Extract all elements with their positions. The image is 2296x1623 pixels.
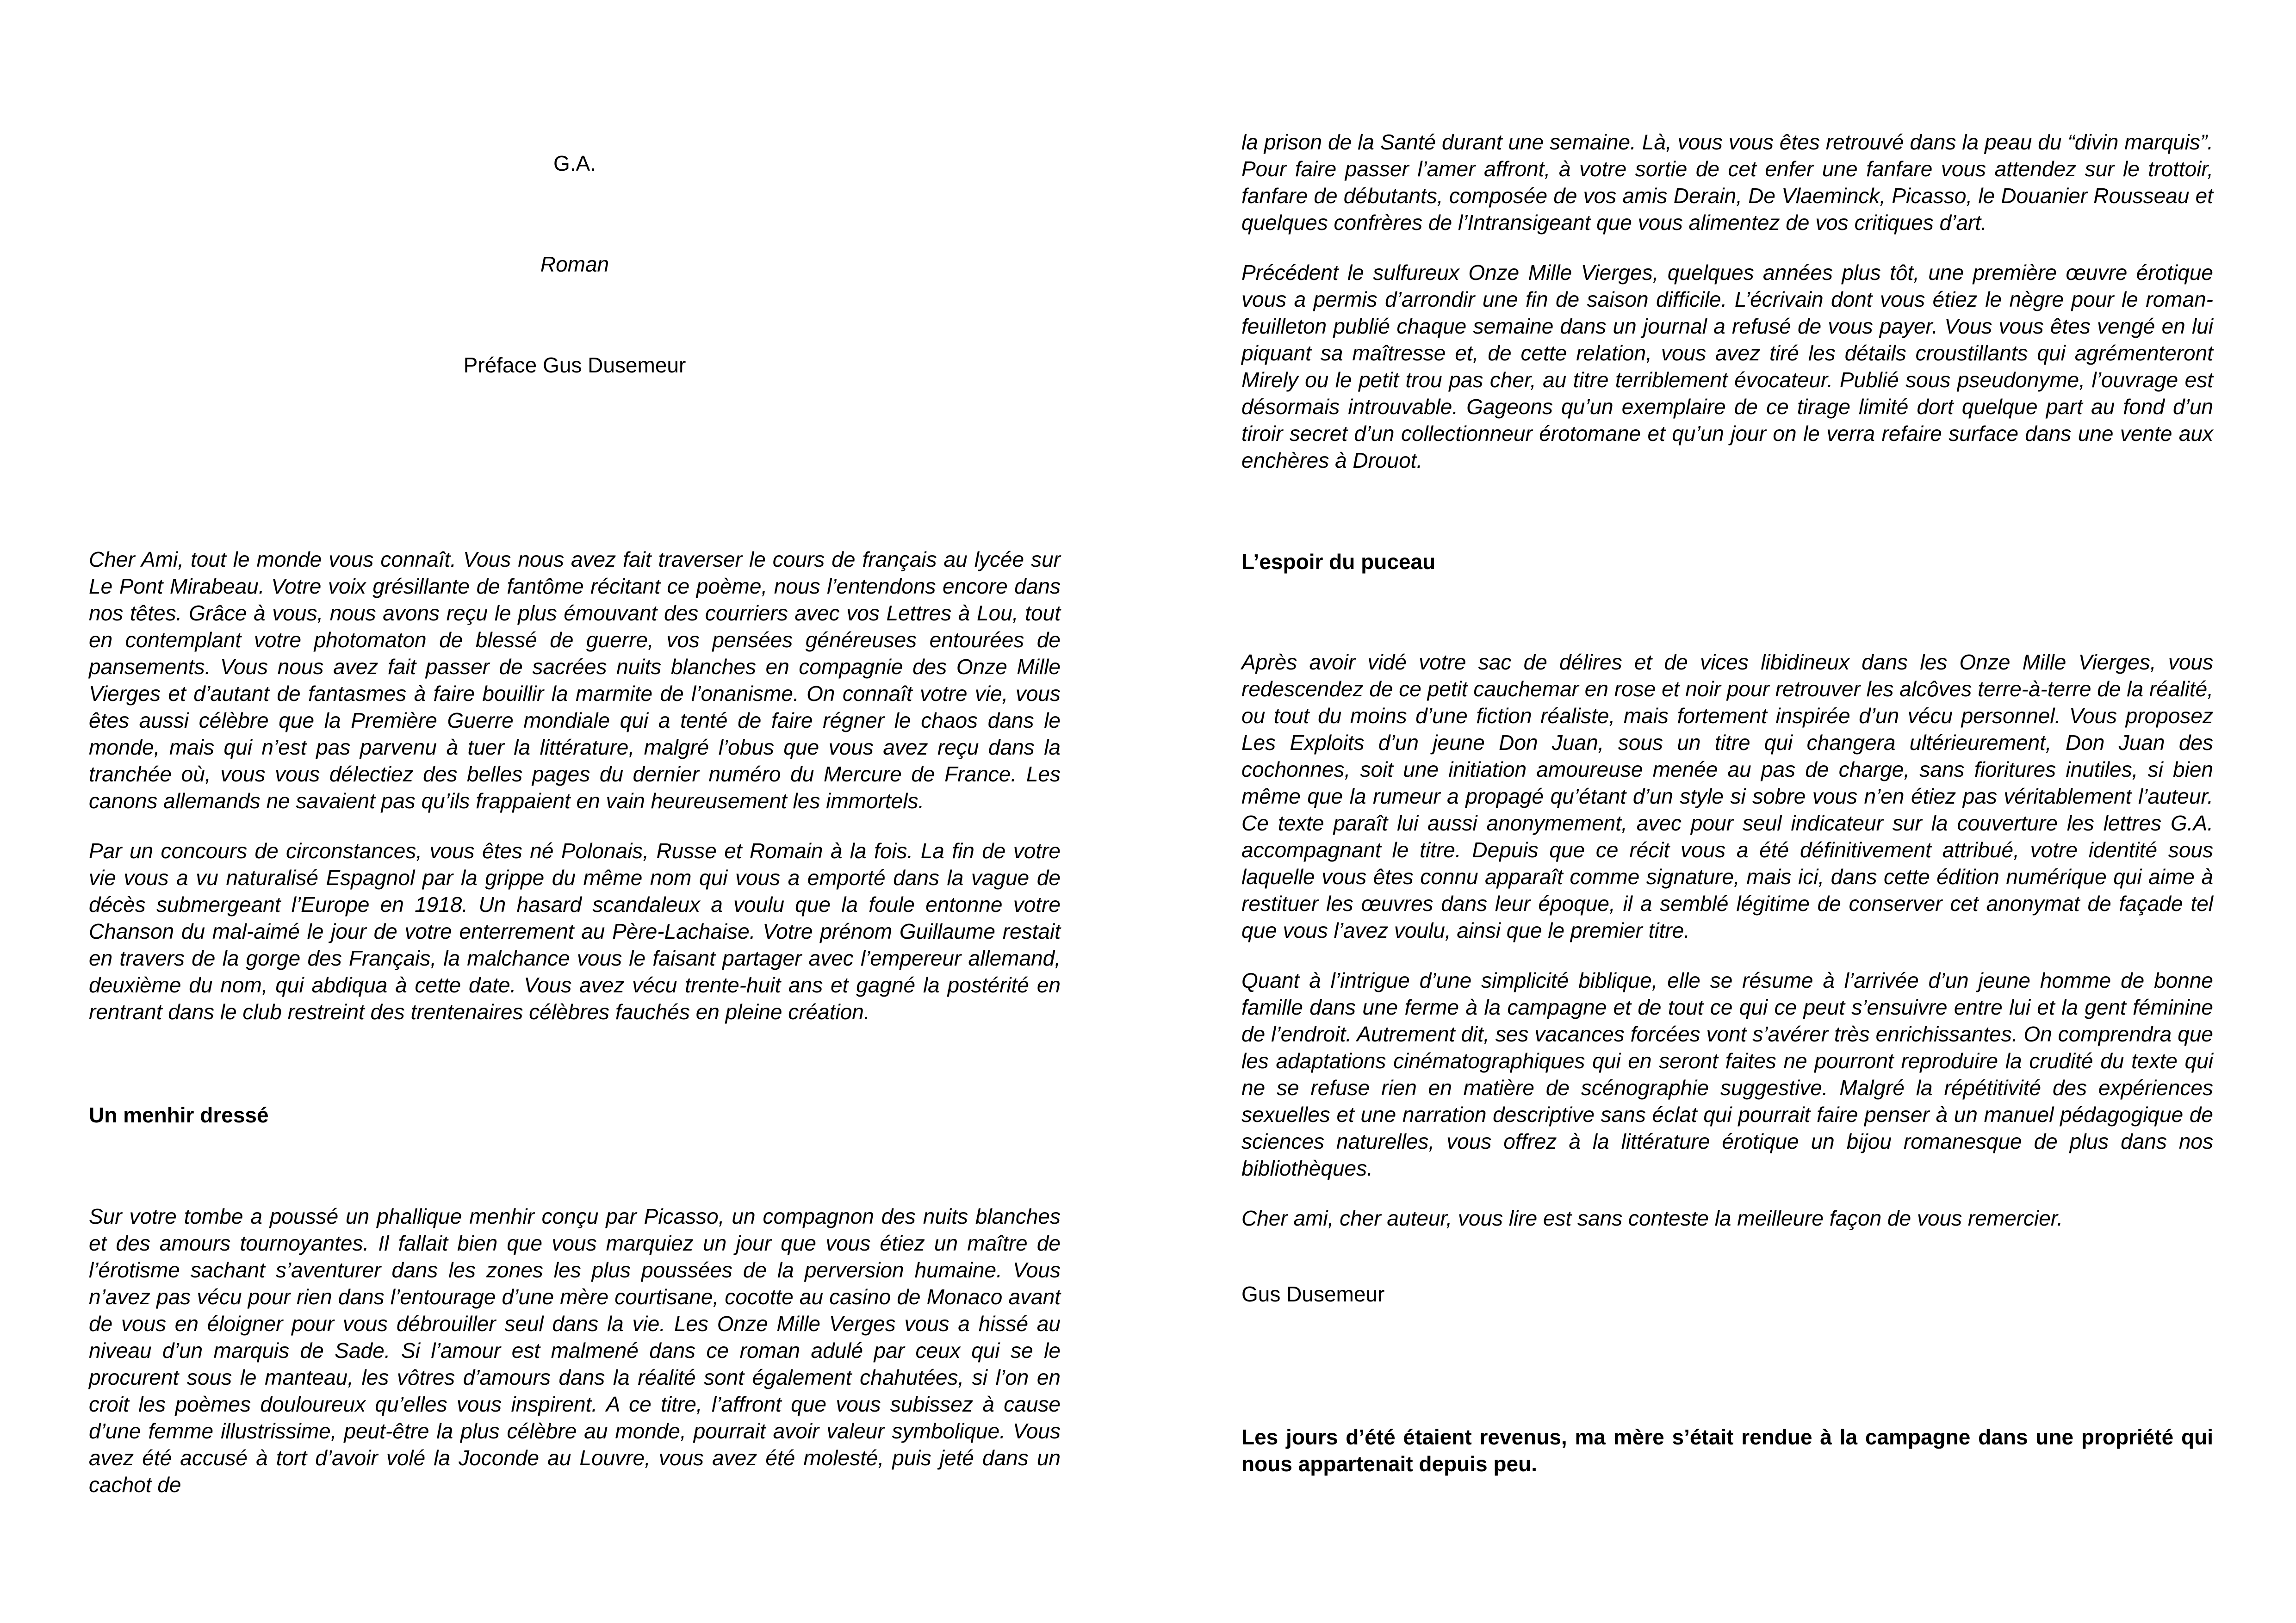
intro-paragraph-2: Par un concours de circonstances, vous êtes né Polonais, Russe et Romain à la fois. La fin de votre vie vous a vu naturalisé Espagnol par la grippe du même nom qui vous a emporté dans la vague de décès submergeant l’Europe en 1918. Un hasard scandaleux a voulu que la foule entonne votre Chanson du mal-aimé le jour de votre enterrement au Père-Lachaise. Votre prénom Guillaume restait en travers de la gorge des Français, la malchance vous le faisant partager avec l’empereur allemand, deuxième du nom, qui abdiqua à cette date. Vous avez vécu trente-huit ans et gagné la postérité en rentrant dans le club restreint des trentenaires célèbres fauchés en pleine création. [89,839,1061,1024]
intro-text [89,546,1061,1025]
puceau-paragraph-2: Quant à l’intrigue d’une simplicité biblique, elle se résume à l’arrivée d’un jeune homme de bonne famille dans une ferme à la campagne et de tout ce qui ce peut s’ensuivre entre lui et la gent féminine de l’endroit. Autrement dit, ses vacances forcées vont s’avérer très enrichissantes. On comprendra que les adaptations cinématographiques qui en seront faites ne pourront reproduire la crudité du texte qui ne se refuse rien en matière de scénographie suggestive. Malgré la répétitivité des expériences sexuelles et une narration descriptive sans éclat qui pourrait faire penser à un manuel pédagogique de sciences naturelles, vous offrez à la littérature érotique un bijou romanesque de plus dans nos bibliothèques. [1241,968,2213,1180]
section-heading-menhir: Un menhir dressé [89,1103,269,1127]
right-page [1241,0,2213,1623]
puceau-section-text [1241,649,2213,1232]
intro-paragraph-1: Cher Ami, tout le monde vous connaît. Vous nous avez fait traverser le cours de français au lycée sur Le Pont Mirabeau. Votre voix grésillante de fantôme récitant ce poème, nous l’entendons encore dans nos têtes. Grâce à vous, nous avons reçu le plus émouvant des courriers avec vos Lettres à Lou, tout en contemplant votre photomaton de blessé de guerre, vos pensées généreuses entourées de pansements. Vous nous avez fait passer de sacrées nuits blanches en compagnie des Onze Mille Vierges et d’autant de fantasmes à faire bouillir la marmite de l’onanisme. On connaît votre vie, vous êtes aussi célèbre que la Première Guerre mondiale qui a tenté de faire régner le chaos dans le monde, mais qui n’est pas parvenu à tuer la littérature, malgré l’obus que vous avez reçu dans la tranchée où, vous vous délectiez des belles pages du dernier numéro du Mercure de France. Les canons allemands ne savaient pas qu’ils frappaient en vain heureusement les immortels. [89,547,1061,813]
novel-opening-paragraph: Les jours d’été étaient revenus, ma mère s’était rendue à la campagne dans une propriété qui nous appartenait depuis peu. [1241,1425,2213,1476]
puceau-paragraph-1: Après avoir vidé votre sac de délires et de vices libidineux dans les Onze Mille Vierges, vous redescendez de ce petit cauchemar en rose et noir pour retrouver les alcôves terre-à-terre de la réalité, ou tout du moins d’une fiction réaliste, mais fortement inspirée d’un vécu personnel. Vous proposez Les Exploits d’un jeune Don Juan, sous un titre qui changera ultérieurement, Don Juan des cochonnes, soit une initiation amoureuse menée au pas de charge, sans fioritures inutiles, si bien même que la rumeur a propagé qu’étant d’un style si sobre vous n’en étiez pas véritablement l’auteur. Ce texte paraît lui aussi anonymement, avec pour seul indicateur sur la couverture les lettres G.A. accompagnant le titre. Depuis que ce récit vous a été définitivement attribué, votre identité sous laquelle vous êtes connu apparaît comme signature, mais ici, dans cette édition numérique qui aime à restituer les œuvres dans leur époque, il a semblé légitime de conserver cet anonymat de façade tel que vous l’avez voulu, ainsi que le premier titre. [1241,650,2213,942]
genre-label: Roman [540,252,609,276]
section-heading-puceau: L’espoir du puceau [1241,550,1436,574]
preface-label: Préface Gus Dusemeur [463,353,686,377]
author-initials: G.A. [553,151,596,175]
continued-text [1241,129,2213,474]
menhir-section-text [89,1203,1061,1498]
puceau-paragraph-3: Cher ami, cher auteur, vous lire est sans conteste la meilleure façon de vous remercier. [1241,1206,2063,1230]
left-page [89,0,1061,1623]
continued-paragraph-2: Précédent le sulfureux Onze Mille Vierges, quelques années plus tôt, une première œuvre érotique vous a permis d’arrondir une fin de saison difficile. L’écrivain dont vous étiez le nègre pour le roman-feuilleton publié chaque semaine dans un journal a refusé de vous payer. Vous vous êtes vengé en lui piquant sa maîtresse et, de cette relation, vous avez tiré les détails croustillants qui agrémenteront Mirely ou le petit trou pas cher, au titre terriblement évocateur. Publié sous pseudonyme, l’ouvrage est désormais introuvable. Gageons qu’un exemplaire de ce tirage limité dort quelque part au fond d’un tiroir secret d’un collectionneur érotomane et qu’un jour on le verra refaire surface dans une vente aux enchères à Drouot. [1241,260,2213,472]
menhir-paragraph: Sur votre tombe a poussé un phallique menhir conçu par Picasso, un compagnon des nuits blanches et des amours tournoyantes. Il fallait bien que vous marquiez un jour que vous étiez un maître de l’érotisme sachant s’aventurer dans les zones les plus poussées de la perversion humaine. Vous n’avez pas vécu pour rien dans l’entourage d’une mère courtisane, cocotte au casino de Monaco avant de vous en éloigner pour vous débrouiller seul dans la vie. Les Onze Mille Verges vous a hissé au niveau d’un marquis de Sade. Si l’amour est malmené dans ce roman adulé par ceux qui se le procurent sous le manteau, les vôtres d’amours dans la réalité sont également chahutées, si l’on en croit les poèmes douloureux qu’elles vous inspirent. A ce titre, l’affront que vous subissez à cause d’une femme illustrissime, peut-être la plus célèbre au monde, pourrait avoir valeur symbolique. Vous avez été accusé à tort d’avoir volé la Joconde au Louvre, vous avez été molesté, puis jeté dans un cachot de [89,1204,1061,1497]
preface-signature: Gus Dusemeur [1241,1282,1385,1306]
continued-paragraph-1: la prison de la Santé durant une semaine. Là, vous vous êtes retrouvé dans la peau du “divin marquis”. Pour faire passer l’amer affront, à votre sortie de cet enfer une fanfare vous attendez sur le trottoir, fanfare de débutants, composée de vos amis Derain, De Vlaeminck, Picasso, le Douanier Rousseau et quelques confrères de l’Intransigeant que vous alimentez de vos critiques d’art. [1241,130,2213,235]
